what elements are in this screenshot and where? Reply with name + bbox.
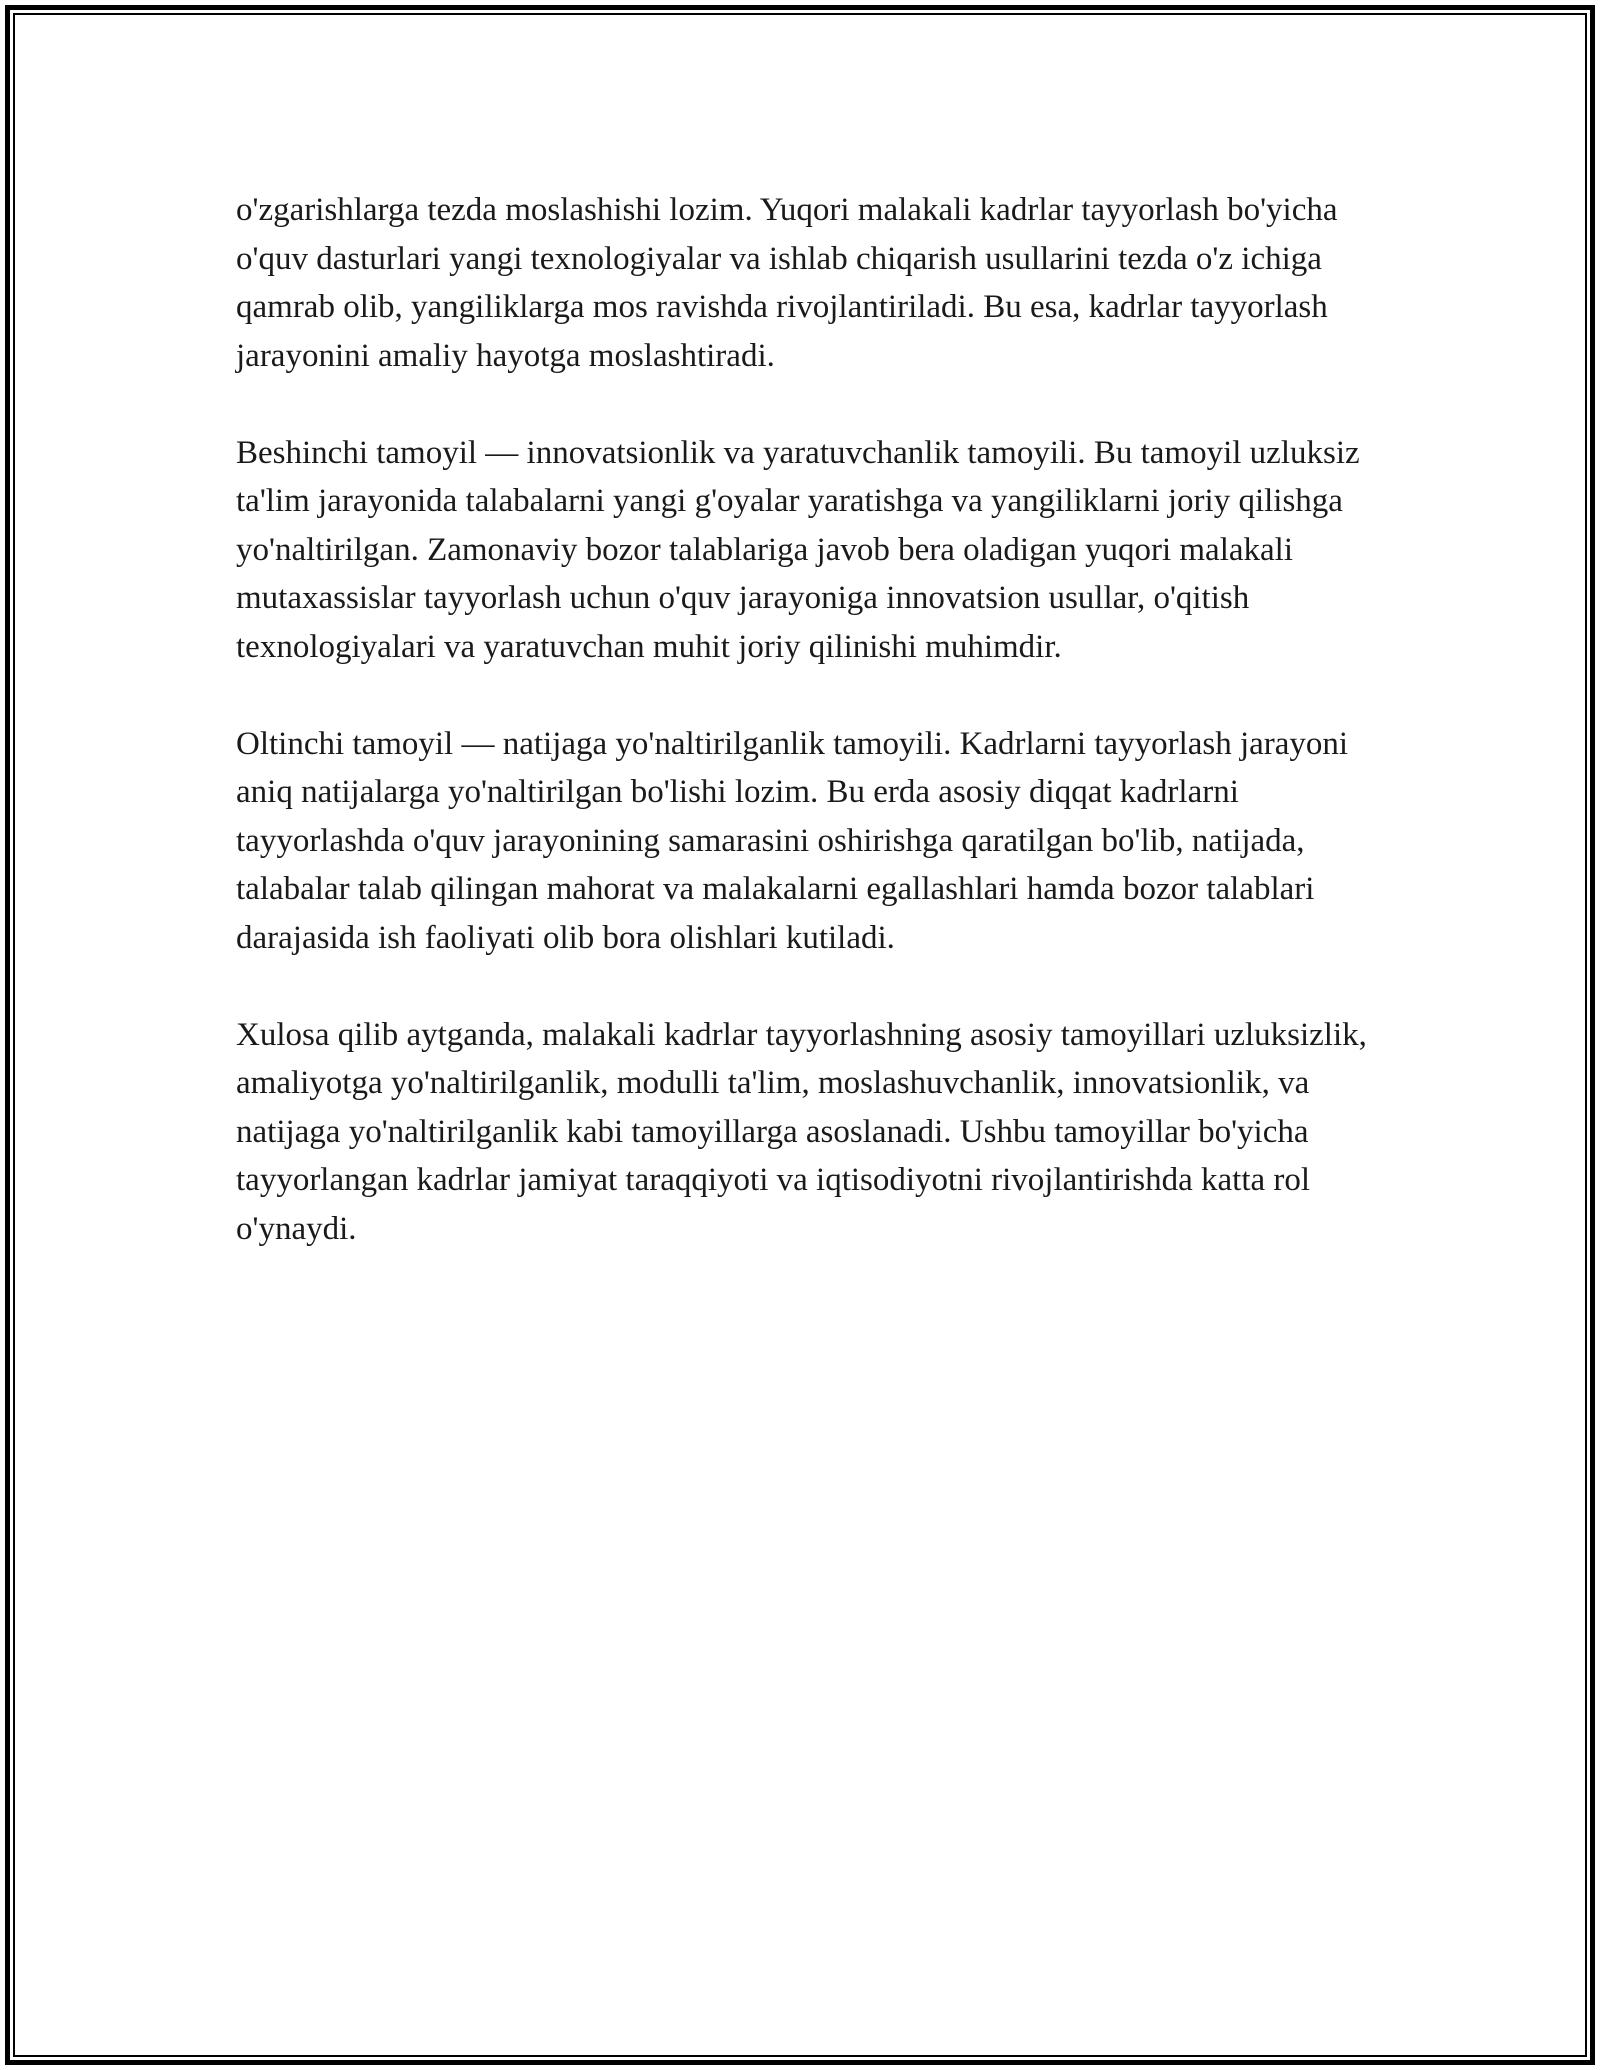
paragraph-conclusion: Xulosa qilib aytganda, malakali kadrlar tayyorlashning asosiy tamoyillari uzluksizlik, amaliyotga yo'naltirilganlik, modulli ta'lim, moslashuvchanlik, innovatsionlik, va natijaga yo'naltirilganlik kabi tamoyillarga asoslanadi. Ushbu tamoyillar bo'yicha tayyorlangan kadrlar jamiyat taraqqiyoti va iqtisodiyotni rivojlantirishda katta rol o'ynaydi. [236, 1016, 1367, 1247]
paragraph-sixth-principle: Oltinchi tamoyil — natijaga yo'naltirilganlik tamoyili. Kadrlarni tayyorlash jarayoni aniq natijalarga yo'naltirilgan bo'lishi lozim. Bu erda asosiy diqqat kadrlarni tayyorlashda o'quv jarayonining samarasini oshirishga qaratilgan bo'lib, natijada, talabalar talab qilingan mahorat va malakalarni egallashlari hamda bozor talablari darajasida ish faoliyati olib bora olishlari kutiladi. [236, 725, 1349, 956]
paragraph-adaptability-continuation: o'zgarishlarga tezda moslashishi lozim. Yuqori malakali kadrlar tayyorlash bo'yicha o'quv dasturlari yangi texnologiyalar va ishlab chiqarish usullarini tezda o'z ichiga qamrab olib, yangiliklarga mos ravishda rivojlantiriladi. Bu esa, kadrlar tayyorlash jarayonini amaliy hayotga moslashtiradi. [236, 192, 1338, 374]
paragraph-fifth-principle: Beshinchi tamoyil — innovatsionlik va yaratuvchanlik tamoyili. Bu tamoyil uzluksiz ta'lim jarayonida talabalarni yangi g'oyalar yaratishga va yangiliklarni joriy qilishga yo'naltirilgan. Zamonaviy bozor talablariga javob bera oladigan yuqori malakali mutaxassislar tayyorlash uchun o'quv jarayoniga innovatsion usullar, o'qitish texnologiyalari va yaratuvchan muhit joriy qilinishi muhimdir. [236, 434, 1360, 665]
document-body [236, 186, 1386, 1302]
